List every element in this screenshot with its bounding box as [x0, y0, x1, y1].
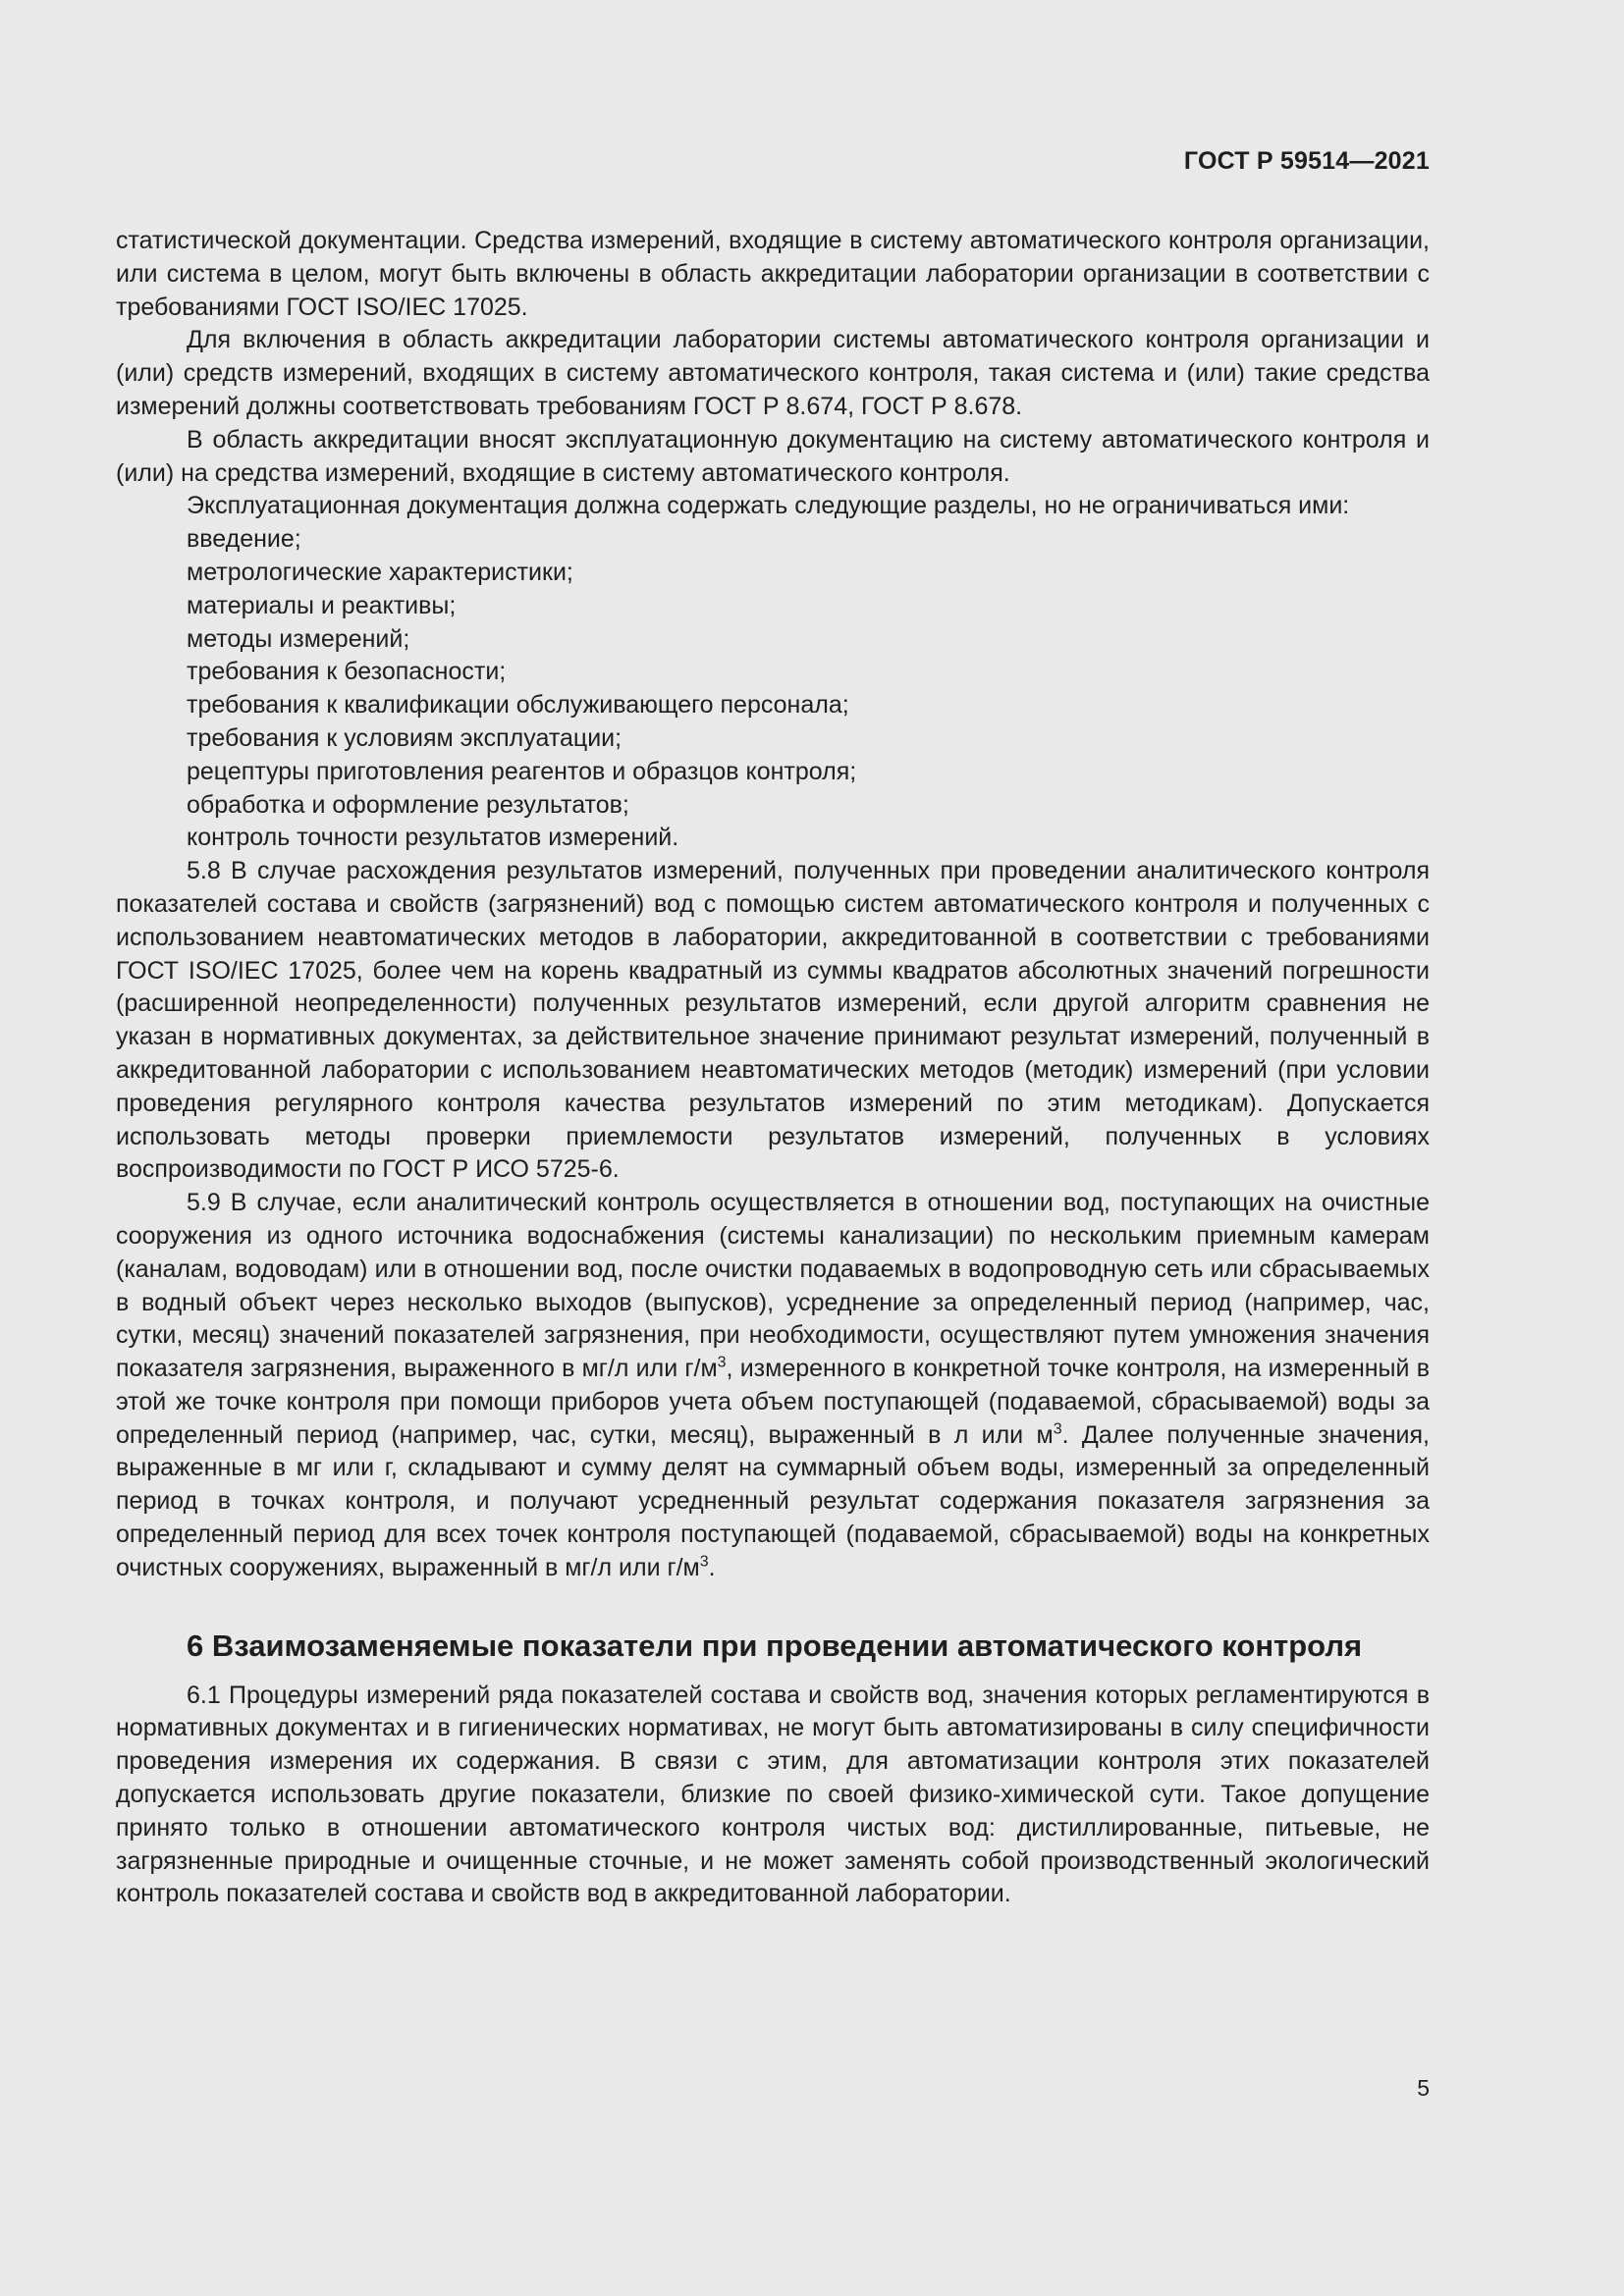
standard-code-header: ГОСТ Р 59514—2021 [1183, 147, 1430, 175]
paragraph-operational-docs: В область аккредитации вносят эксплуатационную документацию на систему автоматического контроля и (или) на средства измерений, входящие в систему автоматического контроля. [116, 425, 1430, 487]
list-item: требования к безопасности; [187, 658, 507, 686]
list-item: контроль точности результатов измерений. [187, 824, 679, 852]
superscript-cubed: 3 [699, 1553, 709, 1571]
list-item: требования к условиям эксплуатации; [187, 723, 623, 752]
clause-5-9-part-2: , измеренного в конкретной точке контроля, на измеренный в этой же точке контроля при помощи приборов учета объем поступающей (подаваемой, сбрасываемой) воды за определенный период (например, час, сутки, месяц), выраженный в л или м [116, 1355, 1430, 1449]
clause-5-8: 5.8 В случае расхождения результатов измерений, полученных при проведении аналитического контроля показателей состава и свойств (загрязнений) вод с помощью систем автоматического контроля и полученных с использованием неавтоматических методов в лаборатории, аккредитованной в соответствии с требованиями ГОСТ ISO/IEC 17025, более чем на корень квадратный из суммы квадратов абсолютных значений погрешности (расширенной неопределенности) полученных результатов измерений, если другой алгоритм сравнения не указан в нормативных документах, за действительное значение принимают результат измерений, полученный в аккредитованной лаборатории с использованием неавтоматических методов (методик) измерений (при условии проведения регулярного контроля качества результатов измерений по этим методикам). Допускается использовать методы проверки приемлемости результатов измерений, полученных в условиях воспроизводимости по ГОСТ Р ИСО 5725-6. [116, 857, 1430, 1184]
docs-sections-list [116, 523, 1430, 855]
document-body [116, 225, 1430, 1911]
list-item: материалы и реактивы; [187, 591, 457, 619]
paragraph-accreditation-scope: Для включения в область аккредитации лаборатории системы автоматического контроля организации и (или) средств измерений, входящих в систему автоматического контроля, такая система и (или) такие средства измерений должны соответствовать требованиям ГОСТ Р 8.674, ГОСТ Р 8.678. [116, 326, 1430, 420]
clause-5-9-part-1: 5.9 В случае, если аналитический контроль осуществляется в отношении вод, поступающих на очистные сооружения из одного источника водоснабжения (системы канализации) по нескольким приемным камерам (каналам, водоводам) или в отношении вод, после очистки подаваемых в водопроводную сеть или сбрасываемых в водный объект через несколько выходов (выпусков), усреднение за определенный период (например, час, сутки, месяц) значений показателей загрязнения, при необходимости, осуществляют путем умножения значения показателя загрязнения, выраженного в мг/л или г/м [116, 1189, 1430, 1383]
list-item: обработка и оформление результатов; [187, 790, 629, 819]
clause-6-1: 6.1 Процедуры измерений ряда показателей состава и свойств вод, значения которых регламентируются в нормативных документах и в гигиенических нормативах, не могут быть автоматизированы в силу специфичности проведения измерения их содержания. В связи с этим, для автоматизации контроля этих показателей допускается использовать другие показатели, близкие по своей физико-химической сути. Такое допущение принято только в отношении автоматического контроля чистых вод: дистиллированные, питьевые, не загрязненные природные и очищенные сточные, и не может заменять собой производственный экологический контроль показателей состава и свойств вод в аккредитованной лаборатории. [116, 1681, 1430, 1908]
paragraph-docs-sections-intro: Эксплуатационная документация должна содержать следующие разделы, но не ограничиваться ими: [187, 492, 1350, 520]
superscript-cubed: 3 [1053, 1420, 1062, 1438]
page-number: 5 [1417, 2075, 1430, 2101]
clause-5-9 [116, 1187, 1430, 1585]
clause-5-9-part-3: . Далее полученные значения, выраженные в мг или г, складывают и сумму делят на суммарный объем воды, измеренный за определенный период в точках контроля, и получают усредненный результат содержания показателя загрязнения за определенный период для всех точек контроля поступающей (подаваемой, сбрасываемой) воды на конкретных очистных сооружениях, выраженный в мг/л или г/м [116, 1420, 1431, 1581]
list-item: методы измерений; [187, 624, 410, 653]
list-item: введение; [187, 525, 301, 554]
section-6-heading: 6 Взаимозаменяемые показатели при проведении автоматического контроля [187, 1628, 1363, 1663]
list-item: метрологические характеристики; [187, 558, 573, 586]
paragraph-continuation: статистической документации. Средства измерений, входящие в систему автоматического контроля организации, или система в целом, могут быть включены в область аккредитации лаборатории организации в соответствии с требованиями ГОСТ ISO/IEC 17025. [116, 227, 1430, 321]
list-item: требования к квалификации обслуживающего персонала; [187, 691, 849, 720]
superscript-cubed: 3 [717, 1354, 727, 1371]
list-item: рецептуры приготовления реагентов и образцов контроля; [187, 757, 857, 785]
clause-5-9-part-4: . [708, 1553, 716, 1581]
